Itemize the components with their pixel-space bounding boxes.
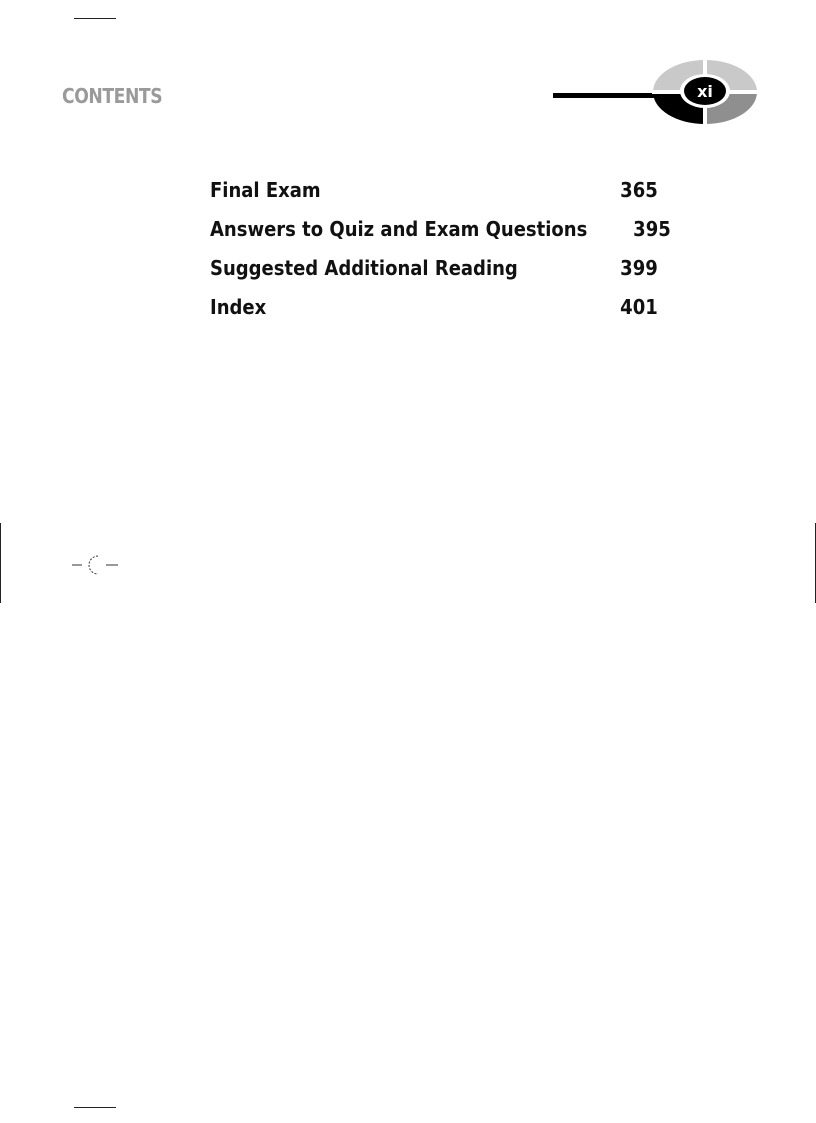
crop-mark-top: [74, 18, 116, 19]
toc-entry-page: 395: [633, 216, 671, 241]
crop-mark-bottom: [74, 1107, 116, 1108]
toc-entry-title: Index: [210, 294, 267, 319]
toc-list: [210, 170, 671, 326]
toc-entry-title: Suggested Additional Reading: [210, 255, 518, 280]
page-number: xi: [697, 82, 713, 101]
toc-entry[interactable]: [210, 248, 658, 287]
toc-entry-title: Final Exam: [210, 177, 321, 202]
toc-entry-page: 401: [620, 294, 658, 319]
section-title: CONTENTS: [62, 84, 163, 108]
crop-mark-left: [0, 523, 1, 603]
registration-mark: [72, 551, 118, 579]
toc-entry-page: 365: [620, 177, 658, 202]
toc-entry[interactable]: [210, 209, 671, 248]
toc-entry[interactable]: [210, 170, 658, 209]
toc-entry[interactable]: [210, 287, 658, 326]
page-number-badge: [652, 58, 758, 126]
toc-entry-page: 399: [620, 255, 658, 280]
toc-entry-title: Answers to Quiz and Exam Questions: [210, 216, 588, 241]
